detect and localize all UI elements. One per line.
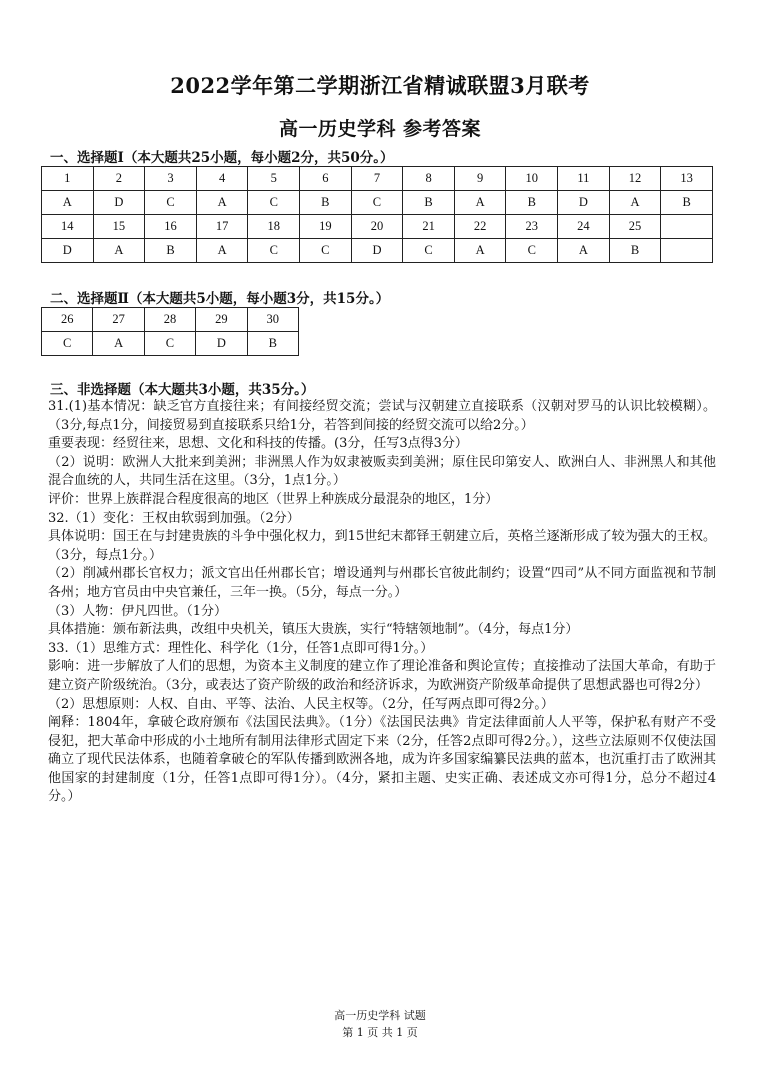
answer-paragraph: 具体说明：国王在与封建贵族的斗争中强化权力，到15世纪末都铎王朝建立后，英格兰逐渐形成了较为强大的王权。（3分，每点1分。） — [48, 529, 716, 563]
section1-answer-cell: C — [248, 191, 300, 215]
section1-answer-cell: D — [558, 191, 610, 215]
section1-question-number: 5 — [248, 167, 300, 191]
section1-question-number: 12 — [609, 167, 661, 191]
section1-answer-cell: D — [42, 239, 94, 263]
section1-row — [42, 167, 713, 191]
section1-question-number: 9 — [454, 167, 506, 191]
answer-paragraph: （2）削减州郡长官权力；派文官出任州郡长官；增设通判与州郡长官彼此制约；设置“四司”从不同方面监视和节制各州；地方官员由中央官兼任，三年一换。（5分，每点一分。） — [48, 566, 716, 600]
section1-answer-cell: A — [558, 239, 610, 263]
section1-answer-cell: D — [351, 239, 403, 263]
page-title: 2022学年第二学期浙江省精诚联盟3月联考 — [170, 73, 590, 98]
section1-question-number: 19 — [300, 215, 352, 239]
section1-answer-cell: B — [403, 191, 455, 215]
footer-page-number: 第 1 页 共 1 页 — [342, 1026, 418, 1039]
answer-paragraph: 32.（1）变化：王权由软弱到加强。（2分） — [48, 510, 300, 526]
section1-question-number: 25 — [609, 215, 661, 239]
section1-question-number: 23 — [506, 215, 558, 239]
section2-row — [42, 308, 299, 332]
section1-row — [42, 239, 713, 263]
section2-question-number: 30 — [247, 308, 298, 332]
section1-question-number: 13 — [661, 167, 713, 191]
section1-answer-table — [41, 166, 713, 263]
section1-answer-cell: C — [300, 239, 352, 263]
section1-question-number: 14 — [42, 215, 94, 239]
section2-answer-cell: B — [247, 332, 298, 356]
section2-answer-cell: A — [93, 332, 144, 356]
section1-answer-cell: D — [93, 191, 145, 215]
section2-question-number: 27 — [93, 308, 144, 332]
section2-heading: 二、选择题Ⅱ（本大题共5小题，每小题3分，共15分。） — [50, 291, 390, 307]
section1-answer-cell: A — [454, 191, 506, 215]
page-subtitle: 高一历史学科 参考答案 — [278, 118, 482, 140]
section1-answer-cell: C — [145, 191, 197, 215]
section1-question-number: 17 — [196, 215, 248, 239]
section2-question-number: 26 — [42, 308, 93, 332]
section1-answer-cell: C — [403, 239, 455, 263]
section1-row — [42, 191, 713, 215]
section1-heading: 一、选择题Ⅰ（本大题共25小题，每小题2分，共50分。） — [50, 150, 394, 166]
footer-subject: 高一历史学科 试题 — [334, 1009, 426, 1022]
section1-answer-cell: B — [661, 191, 713, 215]
section1-question-number: 22 — [454, 215, 506, 239]
section1-question-number: 4 — [196, 167, 248, 191]
answer-paragraph: 重要表现：经贸往来，思想、文化和科技的传播。(3分，任写3点得3分） — [48, 436, 468, 452]
answer-paragraph: 阐释：1804年，拿破仑政府颁布《法国民法典》。（1分）《法国民法典》肯定法律面前人人平等，保护私有财产不受侵犯，把大革命中形成的小土地所有制用法律形式固定下来（2分，任答2点即可得2分。），这些立法原则不仅使法国确立了现代民法体系，也随着拿破仑的军队传播到欧洲各地，成为许多国家编纂民法典的蓝本，也沉重打击了欧洲其他国家的封建制度（1分，任答1点即可得1分）。（4分，紧扣主题、史实正确、表述成文亦可得1分，总分不超过4分。） — [48, 715, 716, 805]
section2-answer-table — [41, 307, 299, 356]
answer-paragraph: 影响：进一步解放了人们的思想，为资本主义制度的建立作了理论准备和舆论宣传；直接推动了法国大革命，有助于建立资产阶级统治。（3分，或表达了资产阶级的政治和经济诉求，为欧洲资产阶级革命提供了思想武器也可得2分） — [48, 659, 716, 693]
section1-answer-cell: C — [351, 191, 403, 215]
section1-question-number: 11 — [558, 167, 610, 191]
section3-answer-text — [48, 398, 716, 807]
section1-question-number: 20 — [351, 215, 403, 239]
section1-question-number: 21 — [403, 215, 455, 239]
section2-question-number: 28 — [144, 308, 195, 332]
section1-question-number: 7 — [351, 167, 403, 191]
section1-question-number: 1 — [42, 167, 94, 191]
section1-question-number: 6 — [300, 167, 352, 191]
section1-answer-cell: A — [609, 191, 661, 215]
answer-paragraph: 31.(1)基本情况：缺乏官方直接往来；有间接经贸交流；尝试与汉朝建立直接联系（汉朝对罗马的认识比较模糊）。（3分,每点1分，间接贸易到直接联系只给1分，若答到间接的经贸交流可以给2分。） — [48, 399, 716, 433]
section1-answer-cell: A — [42, 191, 94, 215]
section1-answer-cell: A — [196, 191, 248, 215]
section2-answer-cell: C — [144, 332, 195, 356]
answer-paragraph: （3）人物：伊凡四世。（1分） — [48, 603, 228, 619]
section1-answer-cell: C — [506, 239, 558, 263]
section1-question-number: 8 — [403, 167, 455, 191]
answer-paragraph: 具体措施：颁布新法典，改组中央机关，镇压大贵族，实行“特辖领地制”。（4分，每点1分） — [48, 622, 579, 638]
section2-answer-cell: D — [196, 332, 247, 356]
section1-question-number: 15 — [93, 215, 145, 239]
section1-answer-cell: B — [300, 191, 352, 215]
section1-row — [42, 215, 713, 239]
section1-question-number: 24 — [558, 215, 610, 239]
section1-answer-cell — [661, 239, 713, 263]
section1-answer-cell: C — [248, 239, 300, 263]
section1-question-number: 3 — [145, 167, 197, 191]
answer-paragraph: 33.（1）思维方式：理性化、科学化（1分，任答1点即可得1分。） — [48, 640, 434, 656]
section2-question-number: 29 — [196, 308, 247, 332]
section1-answer-cell: B — [609, 239, 661, 263]
section1-answer-cell: A — [454, 239, 506, 263]
section1-question-number: 18 — [248, 215, 300, 239]
answer-paragraph: 评价：世界上族群混合程度很高的地区（世界上种族成分最混杂的地区，1分） — [48, 491, 499, 507]
section2-answer-cell: C — [42, 332, 93, 356]
section1-answer-cell: A — [196, 239, 248, 263]
answer-paragraph: （2）思想原则：人权、自由、平等、法治、人民主权等。（2分，任写两点即可得2分。） — [48, 696, 554, 712]
section1-answer-cell: B — [145, 239, 197, 263]
section1-question-number: 16 — [145, 215, 197, 239]
section2-row — [42, 332, 299, 356]
section1-answer-cell: A — [93, 239, 145, 263]
section1-question-number — [661, 215, 713, 239]
section1-question-number: 10 — [506, 167, 558, 191]
section1-answer-cell: B — [506, 191, 558, 215]
section3-heading: 三、非选择题（本大题共3小题，共35分。） — [50, 382, 315, 398]
section1-question-number: 2 — [93, 167, 145, 191]
answer-paragraph: （2）说明：欧洲人大批来到美洲；非洲黑人作为奴隶被贩卖到美洲；原住民印第安人、欧洲白人、非洲黑人和其他混合血统的人，共同生活在这里。（3分，1点1分。） — [48, 454, 716, 489]
